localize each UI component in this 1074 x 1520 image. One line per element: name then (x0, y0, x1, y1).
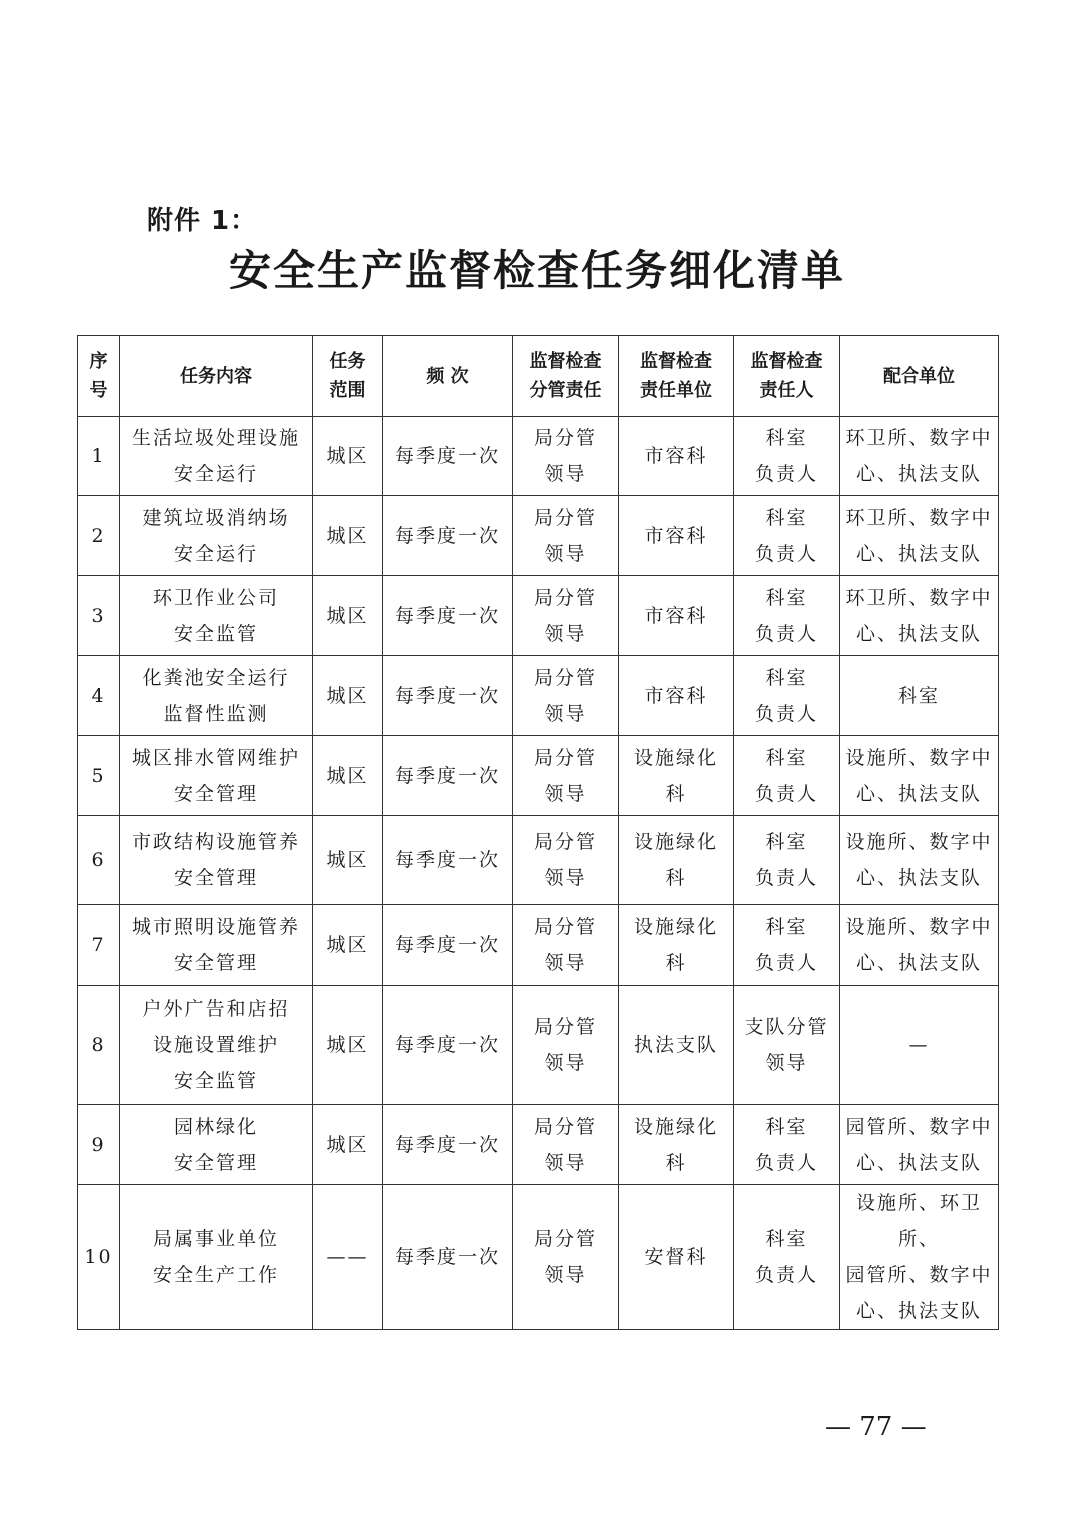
task-content-line: 安全生产工作 (152, 1264, 279, 1286)
page-number: — 77 — (825, 1412, 927, 1442)
cooperating-units-line: 设施所、数字中 (845, 746, 993, 769)
responsible-person-line: 科室 (765, 666, 808, 689)
responsible-unit (619, 736, 734, 816)
task-content-line: 安全运行 (173, 463, 258, 485)
cooperating-units (840, 576, 999, 656)
task-content-line: 建筑垃圾消纳场 (142, 506, 290, 529)
task-content-line: 设施设置维护 (152, 1034, 279, 1056)
cooperating-units-line: 环卫所、数字中 (845, 506, 993, 529)
task-content-line: 安全监管 (173, 622, 258, 645)
responsible-person-line: 支队分管 (744, 1016, 829, 1038)
responsible-unit (619, 1185, 734, 1330)
row-number: 2 (78, 496, 120, 576)
cooperating-units-line: 心、执法支队 (855, 542, 982, 565)
task-frequency: 每季度一次 (383, 576, 513, 656)
responsible-person-line: 科室 (765, 916, 808, 938)
cooperating-units-line: 科室 (897, 684, 940, 707)
responsible-person (734, 576, 840, 656)
responsible-person-line: 负责人 (754, 622, 818, 645)
responsible-unit-line: 市容科 (644, 445, 708, 467)
task-content-line: 园林绿化 (173, 1115, 258, 1138)
responsible-person (734, 986, 840, 1105)
responsible-person (734, 736, 840, 816)
responsible-person-line: 科室 (765, 1115, 808, 1138)
attachment-label: 附件 1： (147, 206, 258, 236)
task-content (120, 816, 313, 905)
header-text: 范围 (329, 380, 366, 401)
task-scope: —— (313, 1185, 383, 1330)
task-content-line: 安全管理 (173, 1151, 258, 1174)
table-row (78, 905, 999, 986)
header-text: 责任人 (759, 380, 814, 401)
table-header-row (78, 336, 999, 417)
task-content (120, 496, 313, 576)
responsible-unit-line: 市容科 (644, 604, 708, 627)
supervision-leader-line: 领导 (544, 702, 587, 725)
responsible-unit-line: 执法支队 (633, 1034, 718, 1056)
supervision-leader-line: 领导 (544, 1052, 587, 1074)
responsible-person-line: 负责人 (754, 952, 818, 974)
responsible-unit-line: 安督科 (644, 1246, 708, 1268)
cooperating-units (840, 656, 999, 736)
task-scope: 城区 (313, 816, 383, 905)
responsible-unit-line: 设施绿化 (633, 746, 718, 769)
responsible-person (734, 496, 840, 576)
task-content (120, 1105, 313, 1185)
row-number: 4 (78, 656, 120, 736)
responsible-unit-line: 设施绿化 (633, 916, 718, 938)
responsible-person (734, 905, 840, 986)
task-scope: 城区 (313, 736, 383, 816)
cooperating-units-line: 环卫所、数字中 (845, 427, 993, 449)
header-text: 任务内容 (180, 365, 252, 387)
responsible-unit (619, 816, 734, 905)
responsible-unit (619, 417, 734, 496)
task-scope: 城区 (313, 417, 383, 496)
supervision-leader (513, 496, 619, 576)
responsible-person-line: 科室 (765, 427, 808, 449)
task-content-line: 监督性监测 (163, 702, 269, 725)
header-text: 责任单位 (640, 380, 712, 401)
responsible-person-line: 科室 (765, 831, 808, 853)
responsible-person-line: 负责人 (754, 542, 818, 565)
supervision-leader (513, 736, 619, 816)
cooperating-units (840, 986, 999, 1105)
supervision-leader (513, 905, 619, 986)
responsible-unit-line: 设施绿化 (633, 831, 718, 853)
task-frequency: 每季度一次 (383, 656, 513, 736)
task-content-line: 安全管理 (173, 952, 258, 974)
row-number: 9 (78, 1105, 120, 1185)
supervision-leader-line: 局分管 (533, 1016, 597, 1038)
cooperating-units-line: 设施所、数字中 (845, 831, 993, 853)
responsible-person-line: 科室 (765, 586, 808, 609)
header-text: 监督检查 (750, 351, 823, 372)
header-content (120, 336, 313, 417)
task-content-line: 市政结构设施管养 (131, 831, 300, 853)
task-frequency: 每季度一次 (383, 905, 513, 986)
supervision-leader-line: 领导 (544, 867, 587, 889)
responsible-person-line: 负责人 (754, 782, 818, 805)
responsible-unit (619, 656, 734, 736)
table-row (78, 496, 999, 576)
task-content (120, 417, 313, 496)
responsible-person-line: 负责人 (754, 1151, 818, 1174)
header-text: 监督检查 (640, 351, 712, 372)
cooperating-units (840, 496, 999, 576)
row-number: 5 (78, 736, 120, 816)
responsible-person-line: 负责人 (754, 702, 818, 725)
table-body (78, 417, 999, 1330)
supervision-leader (513, 816, 619, 905)
cooperating-units (840, 1105, 999, 1185)
task-content-line: 城市照明设施管养 (131, 916, 300, 938)
task-frequency: 每季度一次 (383, 1185, 513, 1330)
cooperating-units-line: 心、执法支队 (855, 867, 982, 889)
task-content (120, 1185, 313, 1330)
task-content (120, 736, 313, 816)
cooperating-units-line: 园管所、数字中 (845, 1115, 993, 1138)
task-frequency: 每季度一次 (383, 417, 513, 496)
responsible-unit-line: 科 (665, 952, 687, 974)
cooperating-units-line: 心、执法支队 (855, 1300, 982, 1322)
cooperating-units-line: 园管所、数字中 (845, 1264, 993, 1286)
row-number: 1 (78, 417, 120, 496)
table-row (78, 816, 999, 905)
table-row (78, 986, 999, 1105)
header-cooperate (840, 336, 999, 417)
cooperating-units-line: 设施所、数字中 (845, 916, 993, 938)
responsible-person (734, 656, 840, 736)
row-number: 10 (78, 1185, 120, 1330)
cooperating-units-line: 心、执法支队 (855, 622, 982, 645)
responsible-person (734, 816, 840, 905)
task-content-line: 户外广告和店招 (142, 998, 290, 1020)
task-content-line: 安全监管 (173, 1070, 258, 1092)
responsible-unit (619, 1105, 734, 1185)
cooperating-units (840, 417, 999, 496)
responsible-person (734, 417, 840, 496)
row-number: 7 (78, 905, 120, 986)
supervision-leader-line: 领导 (544, 1264, 587, 1286)
supervision-leader-line: 局分管 (533, 586, 597, 609)
supervision-leader-line: 领导 (544, 782, 587, 805)
task-content (120, 986, 313, 1105)
cooperating-units (840, 905, 999, 986)
supervision-leader-line: 领导 (544, 622, 587, 645)
supervision-leader-line: 领导 (544, 463, 587, 485)
cooperating-units (840, 816, 999, 905)
task-content-line: 安全管理 (173, 782, 258, 805)
task-content (120, 905, 313, 986)
task-frequency: 每季度一次 (383, 496, 513, 576)
table-row (78, 656, 999, 736)
responsible-unit (619, 986, 734, 1105)
task-content-line: 局属事业单位 (152, 1228, 279, 1250)
supervision-leader-line: 局分管 (533, 427, 597, 449)
responsible-person-line: 科室 (765, 746, 808, 769)
task-content-line: 城区排水管网维护 (131, 746, 300, 769)
cooperating-units (840, 1185, 999, 1330)
header-text: 监督检查 (529, 351, 602, 372)
responsible-unit (619, 905, 734, 986)
header-text: 任务 (329, 351, 366, 372)
header-text: 配合单位 (883, 365, 955, 387)
row-number: 3 (78, 576, 120, 656)
cooperating-units-line: 环卫所、数字中 (845, 586, 993, 609)
header-no (78, 336, 120, 417)
responsible-person-line: 科室 (765, 1228, 808, 1250)
responsible-unit-line: 科 (665, 867, 687, 889)
table-row (78, 1105, 999, 1185)
cooperating-units-line: 心、执法支队 (855, 463, 982, 485)
supervision-leader-line: 局分管 (533, 916, 597, 938)
header-text: 分管责任 (529, 380, 602, 401)
task-frequency: 每季度一次 (383, 816, 513, 905)
responsible-unit (619, 496, 734, 576)
header-leader (513, 336, 619, 417)
responsible-unit-line: 市容科 (644, 524, 708, 547)
cooperating-units-line: 心、执法支队 (855, 1151, 982, 1174)
responsible-person-line: 负责人 (754, 867, 818, 889)
task-content-line: 安全运行 (173, 542, 258, 565)
task-scope: 城区 (313, 905, 383, 986)
header-scope (313, 336, 383, 417)
cooperating-units-line: — (908, 1034, 930, 1056)
cooperating-units-line: 心、执法支队 (855, 952, 982, 974)
task-scope: 城区 (313, 576, 383, 656)
responsible-person-line: 科室 (765, 506, 808, 529)
responsible-person (734, 1185, 840, 1330)
task-content-line: 环卫作业公司 (152, 586, 279, 609)
supervision-leader (513, 1105, 619, 1185)
table-row (78, 1185, 999, 1330)
task-scope: 城区 (313, 986, 383, 1105)
header-frequency (383, 336, 513, 417)
task-scope: 城区 (313, 656, 383, 736)
task-content-line: 安全管理 (173, 867, 258, 889)
header-unit (619, 336, 734, 417)
task-frequency: 每季度一次 (383, 986, 513, 1105)
task-content (120, 656, 313, 736)
header-text: 号 (89, 380, 108, 401)
table-row (78, 417, 999, 496)
responsible-unit-line: 设施绿化 (633, 1115, 718, 1138)
table-row (78, 576, 999, 656)
supervision-leader-line: 领导 (544, 952, 587, 974)
supervision-leader (513, 986, 619, 1105)
task-frequency: 每季度一次 (383, 736, 513, 816)
task-list-table (77, 335, 999, 1330)
task-scope: 城区 (313, 496, 383, 576)
cooperating-units-line: 心、执法支队 (855, 782, 982, 805)
task-content-line: 化粪池安全运行 (142, 666, 290, 689)
task-content (120, 576, 313, 656)
responsible-person-line: 领导 (765, 1052, 808, 1074)
supervision-leader-line: 局分管 (533, 746, 597, 769)
table-row (78, 736, 999, 816)
supervision-leader (513, 656, 619, 736)
supervision-leader-line: 局分管 (533, 831, 597, 853)
supervision-leader (513, 417, 619, 496)
supervision-leader (513, 576, 619, 656)
responsible-unit (619, 576, 734, 656)
document-title: 安全生产监督检查任务细化清单 (228, 246, 845, 295)
responsible-unit-line: 科 (665, 1151, 687, 1174)
supervision-leader (513, 1185, 619, 1330)
responsible-unit-line: 科 (665, 782, 687, 805)
header-person (734, 336, 840, 417)
responsible-unit-line: 市容科 (644, 684, 708, 707)
supervision-leader-line: 局分管 (533, 1228, 597, 1250)
supervision-leader-line: 局分管 (533, 1115, 597, 1138)
supervision-leader-line: 领导 (544, 542, 587, 565)
task-content-line: 生活垃圾处理设施 (131, 427, 300, 449)
header-text: 序 (89, 351, 108, 372)
task-frequency: 每季度一次 (383, 1105, 513, 1185)
cooperating-units-line: 设施所、环卫所、 (855, 1192, 982, 1250)
responsible-person (734, 1105, 840, 1185)
responsible-person-line: 负责人 (754, 1264, 818, 1286)
cooperating-units (840, 736, 999, 816)
supervision-leader-line: 局分管 (533, 666, 597, 689)
header-text: 频 次 (426, 365, 469, 387)
row-number: 8 (78, 986, 120, 1105)
supervision-leader-line: 领导 (544, 1151, 587, 1174)
responsible-person-line: 负责人 (754, 463, 818, 485)
task-scope: 城区 (313, 1105, 383, 1185)
supervision-leader-line: 局分管 (533, 506, 597, 529)
row-number: 6 (78, 816, 120, 905)
